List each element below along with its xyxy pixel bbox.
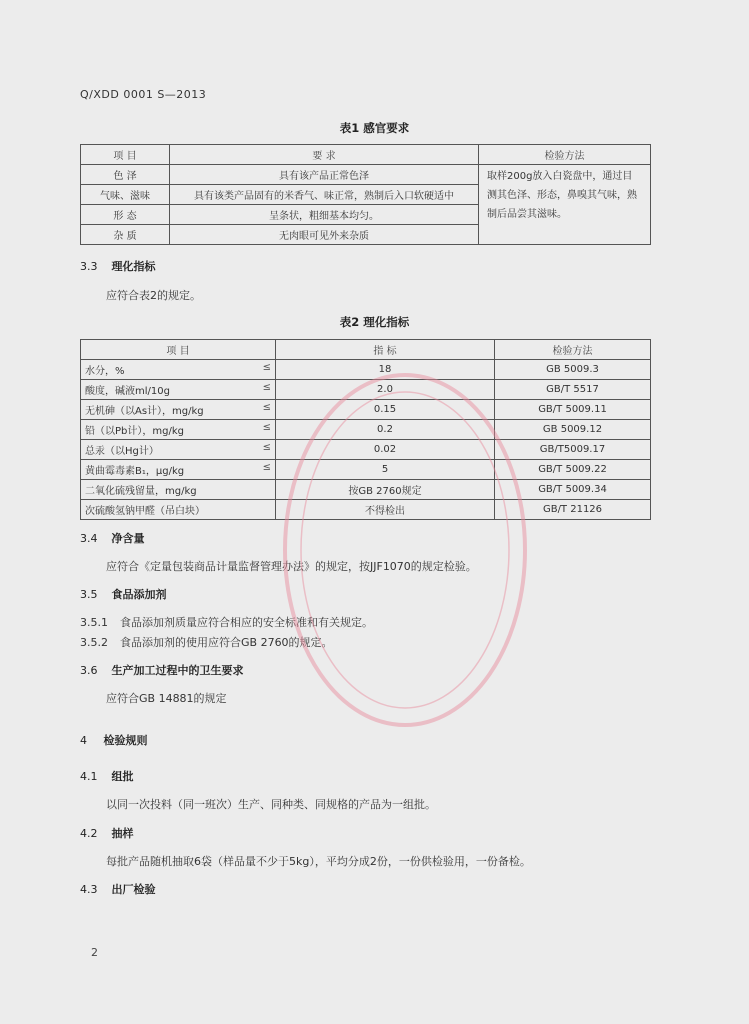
- section-3-6-text: 应符合GB 14881的规定: [106, 692, 227, 705]
- cell-method: GB/T5009.17: [495, 440, 651, 460]
- section-number: 4.1: [80, 770, 98, 783]
- le-symbol: ≤: [262, 462, 271, 473]
- cell-item: [81, 400, 276, 420]
- section-3-4-text: 应符合《定量包装商品计量监督管理办法》的规定，按JJF1070的规定检验。: [106, 560, 477, 573]
- le-symbol: ≤: [262, 382, 271, 393]
- section-number: 4.2: [80, 827, 98, 840]
- table-row: [81, 480, 651, 500]
- table-row: [81, 440, 651, 460]
- section-number: 3.6: [80, 664, 98, 677]
- table-row: [81, 460, 651, 480]
- table1-sensory: [80, 144, 651, 245]
- section-text: 食品添加剂质量应符合相应的安全标准和有关规定。: [120, 616, 373, 629]
- cell-value: 2.0: [276, 380, 495, 400]
- cell-value: 5: [276, 460, 495, 480]
- cell-value: 不得检出: [276, 500, 495, 520]
- cell-method: GB 5009.12: [495, 420, 651, 440]
- item-name: 二氧化硫残留量，mg/kg: [85, 486, 197, 497]
- table1-caption: 表1 感官要求: [339, 121, 410, 135]
- item-name: 铅（以Pb计），mg/kg: [85, 426, 184, 437]
- section-4-1-text: 以同一次投料（同一班次）生产、同种类、同规格的产品为一组批。: [106, 798, 436, 811]
- section-number: 3.4: [80, 532, 98, 545]
- cell-method: GB/T 5009.34: [495, 480, 651, 500]
- item-name: 次硫酸氢钠甲醛（吊白块）: [85, 506, 205, 517]
- section-title: 组批: [111, 770, 134, 783]
- cell-item: [81, 360, 276, 380]
- item-name: 水分，%: [85, 366, 125, 377]
- cell-value: 按GB 2760规定: [276, 480, 495, 500]
- item-name: 酸度，碱液ml/10g: [85, 386, 170, 397]
- section-number: 3.5.1: [80, 616, 108, 629]
- header-method: 检验方法: [495, 340, 651, 360]
- page-number: 2: [91, 946, 98, 959]
- header-method: 检验方法: [479, 145, 651, 165]
- header-requirement: 要 求: [170, 145, 479, 165]
- cell-method: GB/T 21126: [495, 500, 651, 520]
- section-number: 4.3: [80, 883, 98, 896]
- cell-item: 气味、滋味: [81, 185, 170, 205]
- table-row: [81, 500, 651, 520]
- section-3-4: [80, 530, 145, 546]
- section-4: [80, 732, 148, 748]
- document-code: Q/XDD 0001 S—2013: [80, 88, 207, 101]
- cell-value: 0.2: [276, 420, 495, 440]
- section-text: 食品添加剂的使用应符合GB 2760的规定。: [120, 636, 333, 649]
- section-number: 3.5: [80, 588, 98, 601]
- cell-method: GB/T 5009.22: [495, 460, 651, 480]
- section-4-3: [80, 881, 156, 897]
- header-item: 项 目: [81, 145, 170, 165]
- item-name: 无机砷（以As计），mg/kg: [85, 406, 204, 417]
- section-title: 净含量: [111, 532, 145, 545]
- table2-caption: 表2 理化指标: [339, 315, 410, 329]
- table-header-row: [81, 340, 651, 360]
- table-row: [81, 420, 651, 440]
- section-3-3: [80, 258, 156, 274]
- cell-item: [81, 460, 276, 480]
- cell-item: 杂 质: [81, 225, 170, 245]
- section-title: 检验规则: [103, 734, 148, 747]
- section-4-2: [80, 825, 134, 841]
- item-name: 总汞（以Hg计）: [85, 446, 159, 457]
- cell-method: GB/T 5009.11: [495, 400, 651, 420]
- section-3-3-text: 应符合表2的规定。: [106, 289, 201, 302]
- cell-method: GB 5009.3: [495, 360, 651, 380]
- section-3-5-1: [80, 614, 373, 630]
- table-row: [81, 380, 651, 400]
- table-row: [81, 360, 651, 380]
- cell-item: 色 泽: [81, 165, 170, 185]
- cell-method: GB/T 5517: [495, 380, 651, 400]
- header-value: 指 标: [276, 340, 495, 360]
- section-number: 3.5.2: [80, 636, 108, 649]
- cell-requirement: 具有该产品正常色泽: [170, 165, 479, 185]
- item-name: 黄曲霉毒素B₁，μg/kg: [85, 466, 185, 477]
- section-title: 食品添加剂: [111, 588, 167, 601]
- section-title: 抽样: [111, 827, 134, 840]
- cell-item: 形 态: [81, 205, 170, 225]
- cell-requirement: 无肉眼可见外来杂质: [170, 225, 479, 245]
- table-header-row: [81, 145, 651, 165]
- cell-method: 取样200g放入白瓷盘中，通过目测其色泽、形态，鼻嗅其气味，熟制后品尝其滋味。: [479, 165, 651, 245]
- section-title: 生产加工过程中的卫生要求: [111, 664, 244, 677]
- section-3-6: [80, 662, 244, 678]
- cell-value: 0.15: [276, 400, 495, 420]
- table-row: [81, 165, 651, 185]
- section-3-5: [80, 586, 167, 602]
- le-symbol: ≤: [262, 402, 271, 413]
- le-symbol: ≤: [262, 362, 271, 373]
- le-symbol: ≤: [262, 422, 271, 433]
- section-number: 3.3: [80, 260, 98, 273]
- section-title: 理化指标: [111, 260, 156, 273]
- le-symbol: ≤: [262, 442, 271, 453]
- cell-value: 18: [276, 360, 495, 380]
- cell-item: [81, 380, 276, 400]
- section-number: 4: [80, 734, 87, 747]
- section-4-1: [80, 768, 134, 784]
- section-title: 出厂检验: [111, 883, 156, 896]
- table-row: [81, 400, 651, 420]
- section-3-5-2: [80, 634, 333, 650]
- header-item: 项 目: [81, 340, 276, 360]
- table2-physicochemical: [80, 339, 651, 520]
- cell-value: 0.02: [276, 440, 495, 460]
- cell-item: [81, 420, 276, 440]
- cell-item: [81, 440, 276, 460]
- cell-requirement: 具有该类产品固有的米香气、味正常，熟制后入口软硬适中: [170, 185, 479, 205]
- cell-requirement: 呈条状，粗细基本均匀。: [170, 205, 479, 225]
- cell-item: [81, 500, 276, 520]
- cell-item: [81, 480, 276, 500]
- section-4-2-text: 每批产品随机抽取6袋（样品量不少于5kg），平均分成2份，一份供检验用，一份备检。: [106, 855, 531, 868]
